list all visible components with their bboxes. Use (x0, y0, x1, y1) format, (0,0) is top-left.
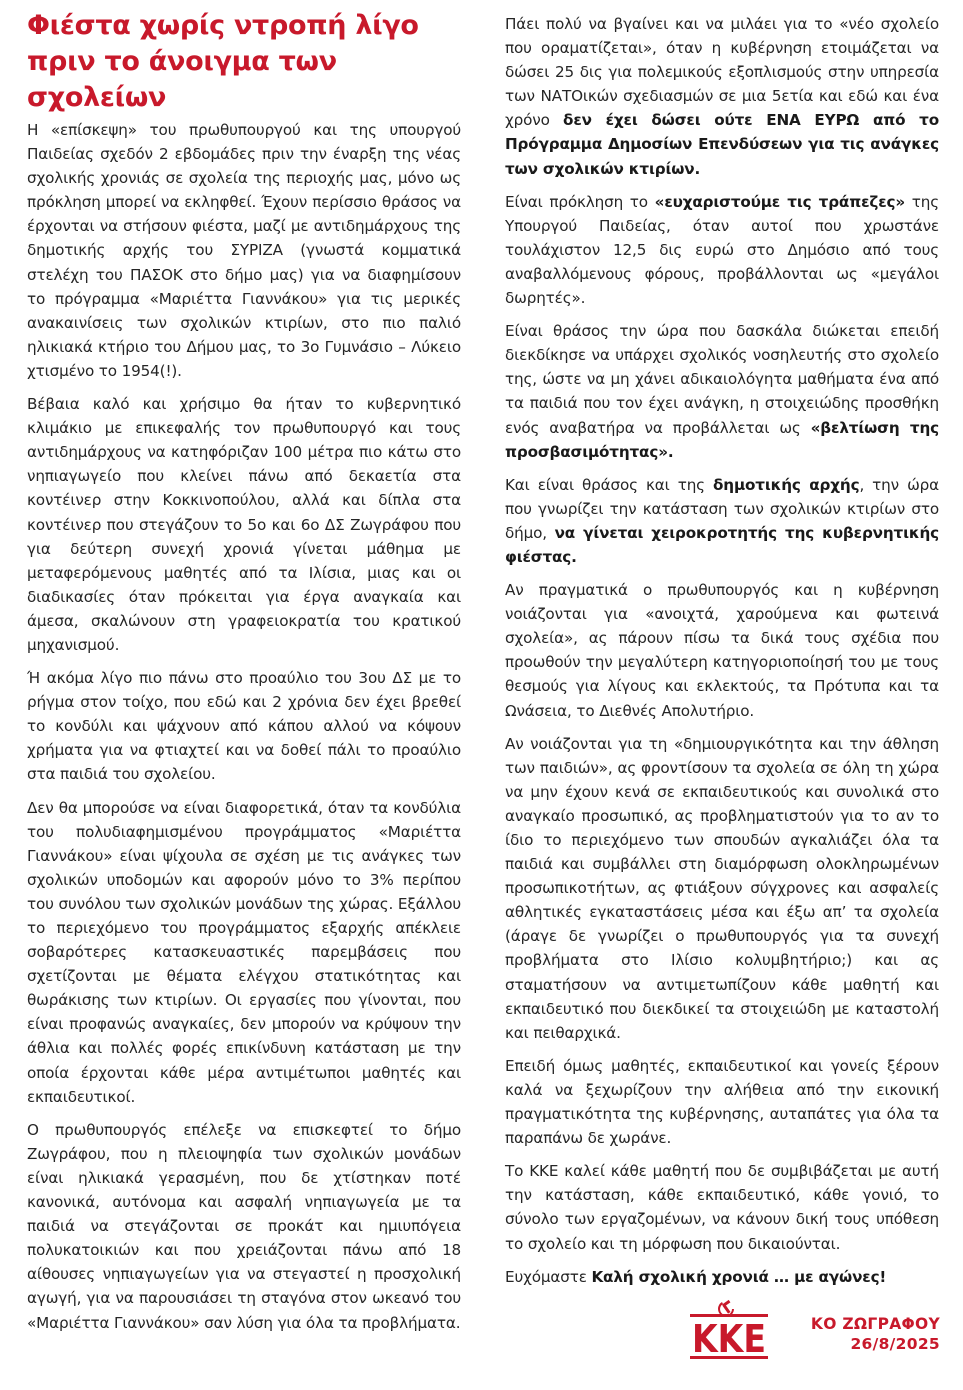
paragraph (505, 190, 939, 310)
paragraph (505, 12, 939, 181)
paragraph (27, 1118, 461, 1335)
bold-text: να γίνεται χειροκροτητής της κυβερνητικής φιέστας. (505, 523, 939, 566)
paragraph (27, 796, 461, 1109)
text-run: Ευχόμαστε (505, 1267, 592, 1286)
signature-block (688, 1296, 940, 1368)
left-paragraphs (27, 118, 461, 1335)
paragraph (27, 118, 461, 383)
document-date: 26/8/2025 (850, 1335, 940, 1353)
kke-logo (688, 1296, 770, 1366)
signature-text (811, 1314, 940, 1354)
document-title: Φιέστα χωρίς ντροπή λίγο πριν το άνοιγμα των σχολείων (27, 10, 419, 113)
text-run: Είναι θράσος την ώρα που δασκάλα διώκεται επειδή διεκδίκησε να υπάρχει σχολικός νοσηλευτής στο σχολείο της, ώστε να μη χάνει αδικαιολόγητα μαθήματα ένα από τα παιδιά που τον έχει ανάγκη, η στοιχειώδης προσθήκη ενός αναβατήρα να προβάλλεται ως (505, 322, 939, 437)
paragraph (27, 392, 461, 657)
text-run: Επειδή όμως μαθητές, εκπαιδευτικοί και γονείς ξέρουν καλά να ξεχωρίζουν την αλήθεια από την εικονική πραγματικότητα της κυβέρνησης, αυταπάτες για όλα τα παραπάνω δε χωράνε. (505, 1056, 939, 1148)
paragraph (505, 1265, 939, 1289)
text-run: Ή ακόμα λίγο πιο πάνω στο προαύλιο του 3ου ΔΣ με το ρήγμα στον τοίχο, που εδώ και 2 χρόνια δεν έχει βρεθεί το κονδύλι και ψάχνουν από κάπου αλλού να κόψουν χρήματα για να φτιαχτεί και να δοθεί πάλι το προαύλιο στα παιδιά του σχολείου. (27, 669, 461, 784)
bold-text: Καλή σχολική χρονιά … με αγώνες! (591, 1267, 887, 1286)
paragraph (505, 1159, 939, 1255)
organization-name: ΚΟ ΖΩΓΡΑΦΟΥ (810, 1315, 940, 1333)
text-run: Αν νοιάζονται για τη «δημιουργικότητα και την άθληση των παιδιών», ας φροντίσουν τα σχολεία σε όλη τη χώρα να μην έχουν κενά σε εκπαιδευτικούς και συνολικά στο αναγκαίο προσωπικό, ας προβληματιστούν για το αν το ίδιο το περιεχόμενο των σπουδών αγκαλιάζει όλα τα παιδιά και συμβάλλει στη διαμόρφωση ολοκληρωμένων προσωπικοτήτων, ας φτιάξουν σύγχρονες και ασφαλείς αθλητικές εγκαταστάσεις μέσα και έξω απ’ τα σχολεία (άραγε δε γνωρίζει ο πρωθυπουργός για τα συνεχή προβλήματα στο Ιλίσιο κολυμβητήριο;) και ας σταματήσουν να αντιμετωπίζουν κάθε μαθητή και εκπαιδευτικό που διεκδικεί τα στοιχειώδη με καταστολή και πειθαρχικά. (505, 734, 939, 1042)
paragraph (505, 1054, 939, 1150)
text-run: της Υπουργού Παιδείας, όταν αυτοί που χρωστάνε τουλάχιστον 12,5 δις ευρώ στο Δημόσιο από τους αναβαλλόμενους φόρους, προβάλλονται ως «μεγάλοι δωρητές». (505, 192, 940, 308)
text-run: Η «επίσκεψη» του πρωθυπουργού και της υπουργού Παιδείας σχεδόν 2 εβδομάδες πριν την έναρξη της νέας σχολικής χρονιάς σε σχολεία της περιοχής μας, μόνο ως πρόκληση μπορεί να εκληφθεί. Έχουν περίσσιο θράσος να έρχονται να στήσουν φιέστα, μαζί με αντιδημάρχους της δημοτικής αρχής του ΣΥΡΙΖΑ (γνωστά κομματικά στελέχη του ΠΑΣΟΚ στο δήμο μας) για να διαφημίσουν το πρόγραμμα «Μαριέττα Γιαννάκου» για τις μερικές ανακαινίσεις των σχολικών κτιρίων, στο πιο παλιό ηλικιακά κτήριο του Δήμου μας, το 3ο Γυμνάσιο – Λύκειο χτισμένο το 1954(!). (27, 121, 461, 380)
bold-text: «βελτίωση της προσβασιμότητας». (505, 418, 939, 461)
text-run: , την ώρα που γνωρίζει την κατάσταση των σχολικών κτιρίων στο δήμο, (505, 475, 939, 542)
kke-logo-text: ΚΚΕ (692, 1317, 766, 1361)
text-run: Ο πρωθυπουργός επέλεξε να επισκεφτεί το δήμο Ζωγράφου, που η πλειοψηφία των σχολικών μονάδων είναι ηλικιακά γερασμένη, που δε χτίστηκαν ποτέ κανονικά, αυτόνομα και ασφαλή νηπιαγωγεία με τα παιδιά να στεγάζονται σε προκάτ και ημιυπόγεια πολυκατοικιών και που χρειάζονται πάνω από 18 αίθουσες νηπιαγωγείων για να στεγαστεί η προσχολική αγωγή, για να παρουσιάσει τη σταγόνα στον ωκεανό του «Μαριέττα Γιαννάκου» σαν λύση για όλα τα προβλήματα. (27, 1120, 461, 1332)
text-run: Είναι πρόκληση το (505, 192, 655, 211)
text-run: Δεν θα μπορούσε να είναι διαφορετικά, όταν τα κονδύλια του πολυδιαφημισμένου προγράμματος «Μαριέττα Γιαννάκου» είναι ψίχουλα σε σχέση με τις ανάγκες των σχολικών υποδομών και αφορούν μόνο το 3% περίπου του συνόλου των σχολικών μονάδων της χώρας. Εξάλλου το περιεχόμενο του προγράμματος εξαρχής απέκλειε σοβαρότερες κατασκευαστικές παρεμβάσεις που σχετίζονται με θέματα ελέγχου στατικότητας και θωράκισης των κτιρίων. Οι εργασίες που γίνονται, που είναι προφανώς αναγκαίες, δεν μπορούν να κρύψουν την άθλια και πολλές φορές επικίνδυνη κατάσταση με την οποία έρχονται κάθε μέρα αντιμέτωποι μαθητές και εκπαιδευτικοί. (27, 798, 461, 1106)
paragraph (505, 732, 939, 1045)
text-run: Βέβαια καλό και χρήσιμο θα ήταν το κυβερνητικό κλιμάκιο με επικεφαλής τον πρωθυπουργό και τους αντιδημάρχους να κατηφόριζαν 100 μέτρα πιο κάτω στο νηπιαγωγείο που κλείνει πάνω από δεκαετία στα κοντέινερ στην Κοκκινοπούλου, αλλά και δίπλα στα κοντέινερ που στεγάζουν το 5ο και 6ο ΔΣ Ζωγράφου που για δεύτερη συνεχή χρονιά γίνεται μάθημα με μεταφερόμενους μαθητές από τα Ιλίσια, μιας και οι διαδικασίες όταν πρόκειται για έργα αναγκαία και άμεσα, σκαλώνουν στη γραφειοκρατία του κρατικού μηχανισμού. (27, 395, 461, 654)
right-column (505, 12, 939, 1298)
bold-text: δημοτικής αρχής (713, 475, 860, 494)
hammer-and-sickle-icon (688, 1296, 770, 1366)
left-column (27, 8, 461, 1344)
paragraph (505, 319, 939, 464)
paragraph (27, 666, 461, 786)
text-run: Αν πραγματικά ο πρωθυπουργός και η κυβέρνηση νοιάζονται για «ανοιχτά, χαρούμενα και φωτεινά σχολεία», ας πάρουν πίσω τα δικά τους σχέδια που προωθούν την μεγαλύτερη κατηγοριοποίησή του με τους θεσμούς για λίγους και εκλεκτούς, τα Πρότυπα και τα Ωνάσεια, το Διεθνές Απολυτήριο. (505, 581, 939, 720)
bold-text: «ευχαριστούμε τις τράπεζες» (654, 192, 906, 211)
paragraph (505, 473, 939, 569)
text-run: Πάει πολύ να βγαίνει και να μιλάει για το «νέο σχολείο που οραματίζεται», όταν η κυβέρνηση ετοιμάζεται να δώσει 25 δις για πολεμικούς εξοπλισμούς στην υπηρεσία των ΝΑΤΟικών σχεδιασμών σε μια 5ετία και εδώ και ένα χρόνο (505, 15, 939, 130)
paragraph (505, 578, 939, 723)
text-run: Το ΚΚΕ καλεί κάθε μαθητή που δε συμβιβάζεται με αυτή την κατάσταση, κάθε εκπαιδευτικό, κάθε γονιό, το σύνολο των εργαζομένων, να κάνουν δική τους υπόθεση το σχολείο και τη μόρφωση που δικαιούνται. (505, 1162, 939, 1253)
right-paragraphs (505, 12, 939, 1289)
bold-text: δεν έχει δώσει ούτε ΕΝΑ ΕΥΡΩ από το Πρόγραμμα Δημοσίων Επενδύσεων για τις ανάγκες των σχολικών κτιρίων. (505, 111, 939, 178)
text-run: Και είναι θράσος και της (505, 475, 714, 494)
